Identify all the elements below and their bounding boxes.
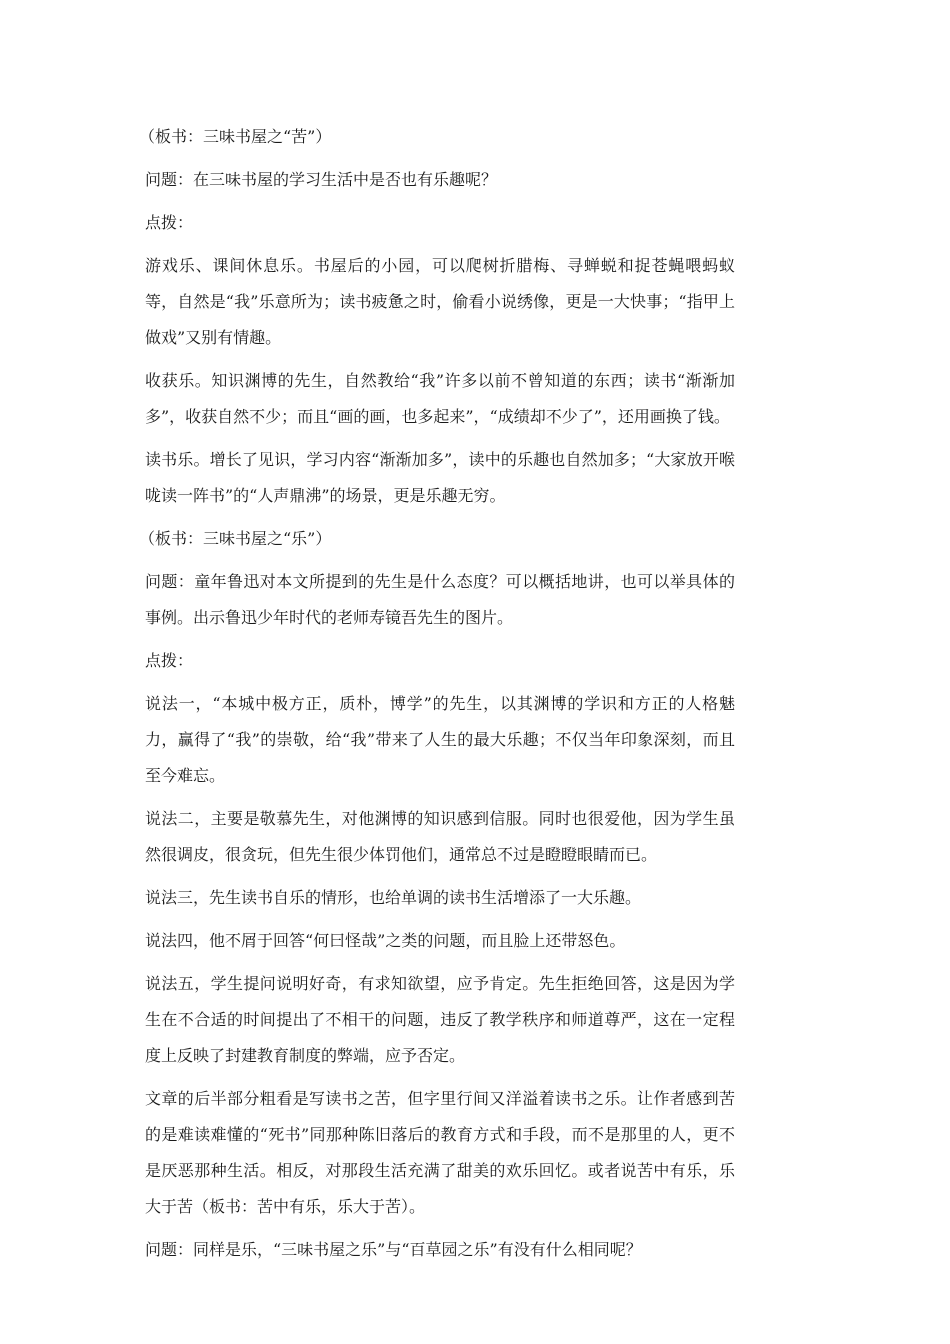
blackboard-note-bitter: （板书：三味书屋之“苦”） [139,127,332,146]
view-five: 说法五，学生提问说明好奇，有求知欲望，应予肯定。先生拒绝回答，这是因为学生在不合适的时间提出了不相干的问题，违反了教学秩序和师道尊严，这在一定程度上反映了封建教育制度的弊端，应予否定。 [145,974,735,1065]
summary-paragraph: 文章的后半部分粗看是写读书之苦，但字里行间又洋溢着读书之乐。让作者感到苦的是难读难懂的“死书”同那种陈旧落后的教育方式和手段，而不是那里的人，更不是厌恶那种生活。相反，对那段生活充满了甜美的欢乐回忆。或者说苦中有乐，乐大于苦（板书：苦中有乐，乐大于苦）。 [145,1089,735,1216]
paragraph-game-fun: 游戏乐、课间休息乐。书屋后的小园，可以爬树折腊梅、寻蝉蜕和捉苍蝇喂蚂蚁等，自然是“我”乐意所为；读书疲惫之时，偷看小说绣像，更是一大快事；“指甲上做戏”又别有情趣。 [145,256,735,347]
document-page [139,119,735,1275]
view-three: 说法三，先生读书自乐的情形，也给单调的读书生活增添了一大乐趣。 [145,888,642,907]
paragraph-reading-fun: 读书乐。增长了见识，学习内容“渐渐加多”，读中的乐趣也自然加多；“大家放开喉咙读一阵书”的“人声鼎沸”的场景，更是乐趣无穷。 [145,450,735,505]
question-teacher-attitude: 问题：童年鲁迅对本文所提到的先生是什么态度？可以概括地讲，也可以举具体的事例。出示鲁迅少年时代的老师寿镜吾先生的图片。 [145,572,735,627]
question-comparison: 问题：同样是乐，“三味书屋之乐”与“百草园之乐”有没有什么相同呢？ [145,1240,642,1259]
paragraph-harvest-fun: 收获乐。知识渊博的先生，自然教给“我”许多以前不曾知道的东西；读书“渐渐加多”，收获自然不少；而且“画的画，也多起来”，“成绩却不少了”，还用画换了钱。 [145,371,735,426]
blackboard-note-joy: （板书：三味书屋之“乐”） [139,529,332,548]
question-fun: 问题：在三味书屋的学习生活中是否也有乐趣呢？ [145,170,498,189]
view-one: 说法一，“本城中极方正，质朴，博学”的先生，以其渊博的学识和方正的人格魅力，赢得了“我”的崇敬，给“我”带来了人生的最大乐趣；不仅当年印象深刻，而且至今难忘。 [145,694,735,785]
view-two: 说法二，主要是敬慕先生，对他渊博的知识感到信服。同时也很爱他，因为学生虽然很调皮，很贪玩，但先生很少体罚他们，通常总不过是瞪瞪眼睛而已。 [145,809,735,864]
guidance-label: 点拨： [145,213,194,232]
view-four: 说法四，他不屑于回答“何曰怪哉”之类的问题，而且脸上还带怒色。 [145,931,626,950]
guidance-label: 点拨： [145,651,194,670]
